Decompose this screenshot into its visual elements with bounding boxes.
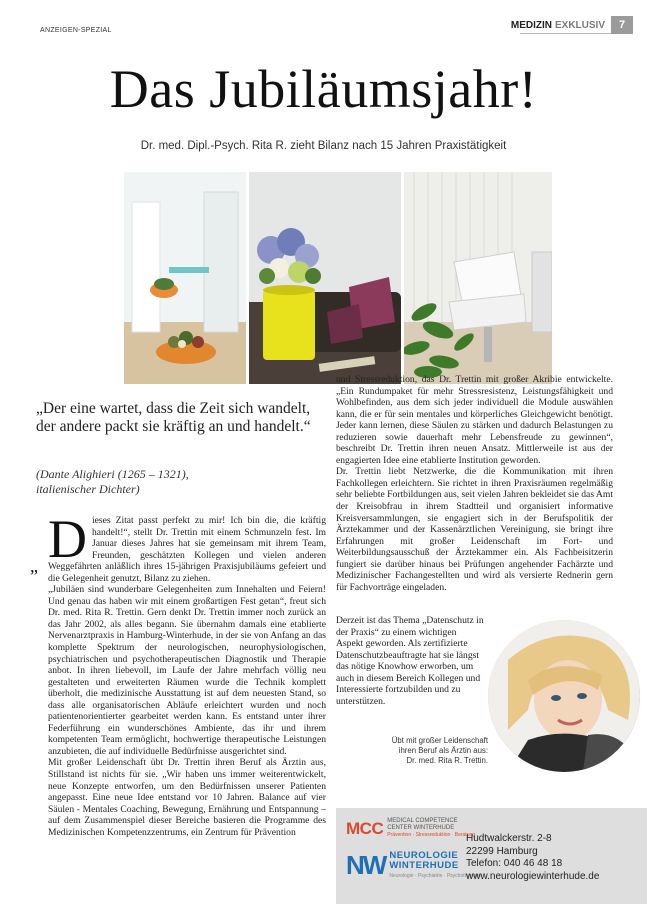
caption-line-1: Übt mit großer Leidenschaft (391, 736, 488, 745)
pull-quote: „Der eine wartet, dass die Zeit sich wandelt, der andere packt sie kräftig an und handelt.“ (36, 400, 311, 435)
portrait-caption (336, 736, 488, 766)
article-paragraph: Mit großer Leidenschaft übt Dr. Trettin ihren Beruf als Ärztin aus, Stillstand ist nichts für sie. „Wir haben uns immer weiterentwickelt, neue Konzepte entworfen, um den Bedürfnissen unserer Patienten angepasst. Eine neue Idee entstand vor 10 Jahren. Balance auf vier Säulen - Mentales Coaching, Bewegung, Ernährung und Entspannung – auf dem Zusammenspiel dieser Bereiche basieren die Programme des Medizinischen Kompetenzzentrums, ein Zentrum für Prävention (48, 757, 326, 838)
contact-address (466, 833, 599, 883)
caption-line-3: Dr. med. Rita R. Trettin. (406, 756, 488, 765)
caption-line-2: ihren Beruf als Ärztin aus: (398, 746, 488, 755)
magazine-header (511, 16, 633, 34)
brand-exklusiv: EXKLUSIV (554, 19, 605, 31)
page-number: 7 (611, 16, 633, 34)
photo-practice-hallway (124, 172, 246, 384)
mcc-logo (346, 818, 475, 839)
nw-logo (346, 850, 481, 881)
nw-logo-mark: NW (346, 850, 386, 880)
article-column-left (48, 509, 326, 838)
mcc-line-1: MEDICAL COMPETENCE (387, 818, 458, 824)
photo-treatment-room (404, 172, 552, 384)
article-paragraph: Derzeit ist das Thema „Datenschutz in der Praxis“ zu einem wichtigen Aspekt geworden. Als zertifizierte Datenschutzbeauftragte hat sie längst das nötige Knowhow erworben, um auch in diesem Bereich Kollegen und Interessierte fortzubilden und zu unterstützen. (336, 615, 484, 707)
mcc-tagline: Prävention · Stressreduktion · Beratung (387, 832, 476, 838)
nw-line-2: WINTERHUDE (389, 859, 459, 871)
quote-source-line-1: (Dante Alighieri (1265 – 1321), (36, 467, 189, 481)
article-column-right (336, 374, 613, 593)
address-street: Hudtwalckerstr. 2-8 (466, 833, 552, 844)
mcc-logo-text (387, 818, 475, 839)
page-title: Das Jubiläumsjahr! (109, 59, 538, 119)
address-city: 22299 Hamburg (466, 845, 538, 857)
page-subtitle: Dr. med. Dipl.-Psych. Rita R. zieht Bilanz nach 15 Jahren Praxistätigkeit (140, 140, 507, 152)
article-paragraph: Dr. Trettin liebt Netzwerke, die die Kommunikation mit ihren Fachkollegen erleichtern. Sie richtet in ihren Praxisräumen regelmäßig sehr beliebte Fortbildungen aus, seit vielen Jahren bekleidet sie das Amt der Kreisobfrau in ihrem Stadtteil und organisiert informative Kreisversammlungen, sie engagiert sich in der Berufspolitik der Ärztekammer und der Kassenärztlichen Vereinigung, sie bringt ihre Erfahrungen mit großer Leidenschaft im Fort- und Weiterbildungsausschuß der Ärztekammer ein. Als Fachbeisitzerin fungiert sie darüber hinaus bei Prüfungen angehender Fachärzte und Medizinischer Fachangestellten und wird als versierte Rednerin gern für Fachvorträge eingeladen. (336, 466, 613, 593)
quote-source-line-2: italienischer Dichter) (36, 482, 140, 496)
quote-source (36, 467, 326, 497)
nw-line-1: NEUROLOGIE (389, 849, 459, 861)
article-column-right-narrow (336, 615, 484, 707)
portrait-photo (488, 620, 640, 772)
article-paragraph: und Stressreduktion, das Dr. Trettin mit großer Akribie entwickelte. „Ein Rundumpaket für mehr Stressresistenz, Leistungsfähigkeit und Wohlbefinden, aus dem sich jeder individuell die Module auswählen kann, die er für sein mentales und körperliches Gleichgewicht benötigt. Jeder kann lernen, diese Säulen zu stärken und dadurch Belastungen zu reduzieren sowie dauerhaft mehr Lebensfreude zu gewinnen“, beschreibt Dr. Trettin ihren neuen Ansatz. Mittlerweile ist aus der engagierten Idee eine etablierte Institution geworden. (336, 374, 613, 466)
phone-number: Telefon: 040 46 48 18 (466, 858, 563, 869)
article-paragraph: „Jubiläen sind wunderbare Gelegenheiten zum Innehalten und Feiern! Und genau das haben wir mit einem großartigen Fest getan“, freut sich Dr. med. Rita R. Trettin. Gern denkt Dr. Trettin immer noch zurück an das Jahr 2002, als alles begann. Sie übernahm damals eine etablierte Nervenarztpraxis in Hamburg-Winterhude, in der sie von Anfang an das komplette Spektrum der neurologischen, neurophysiologischen, psychiatrischen und psychotherapeutischen Diagnostik und Therapie anbot. In ihren liebevoll, im Laufe der Jahre mehrfach völlig neu gestalteten und erweiterten Räumen wurde die Technik komplett überholt, die medizinische Ausstattung ist auf dem neuesten Stand, so dass alle organisatorischen Abläufe erleichtert wurden und noch patientenorientierter gearbeitet werden kann. Es entstand unter ihrer Federführung ein wunderschönes Ambiente, das ihr und ihrem kompetenten Team ermöglicht, hochwertige therapeutische Leistungen anzubieten, die auf individuelle Bedürfnisse ausgerichtet sind. (48, 584, 326, 757)
mcc-line-2: CENTER WINTERHUDE (387, 825, 455, 831)
mcc-logo-mark: MCC (346, 818, 384, 838)
nw-tagline: Neurologie · Psychiatrie · Psychotherapie (389, 872, 482, 879)
dropcap-letter: D (48, 509, 87, 569)
photo-flower-arrangement (249, 172, 401, 384)
section-label: ANZEIGEN-SPEZIAL (40, 27, 112, 34)
website-url: www.neurologiewinterhude.de (466, 870, 600, 882)
article-paragraph: ieses Zitat passt perfekt zu mir! Ich bin die, die kräftig handelt!“, stellt Dr. Trettin mit einem Schmunzeln fest. Im Januar dieses Jahres hat sie gemeinsam mit ihrem Team, Freunden, geschätzten Kollegen und vielen anderen Weggefährten anläßlich ihres 15-jährigen Praxisjubiläums gefeiert und die Gelegenheit genutzt, Bilanz zu ziehen. (48, 515, 326, 584)
opening-quote-mark: „ (30, 556, 38, 576)
brand-medizin: MEDIZIN (510, 19, 552, 31)
